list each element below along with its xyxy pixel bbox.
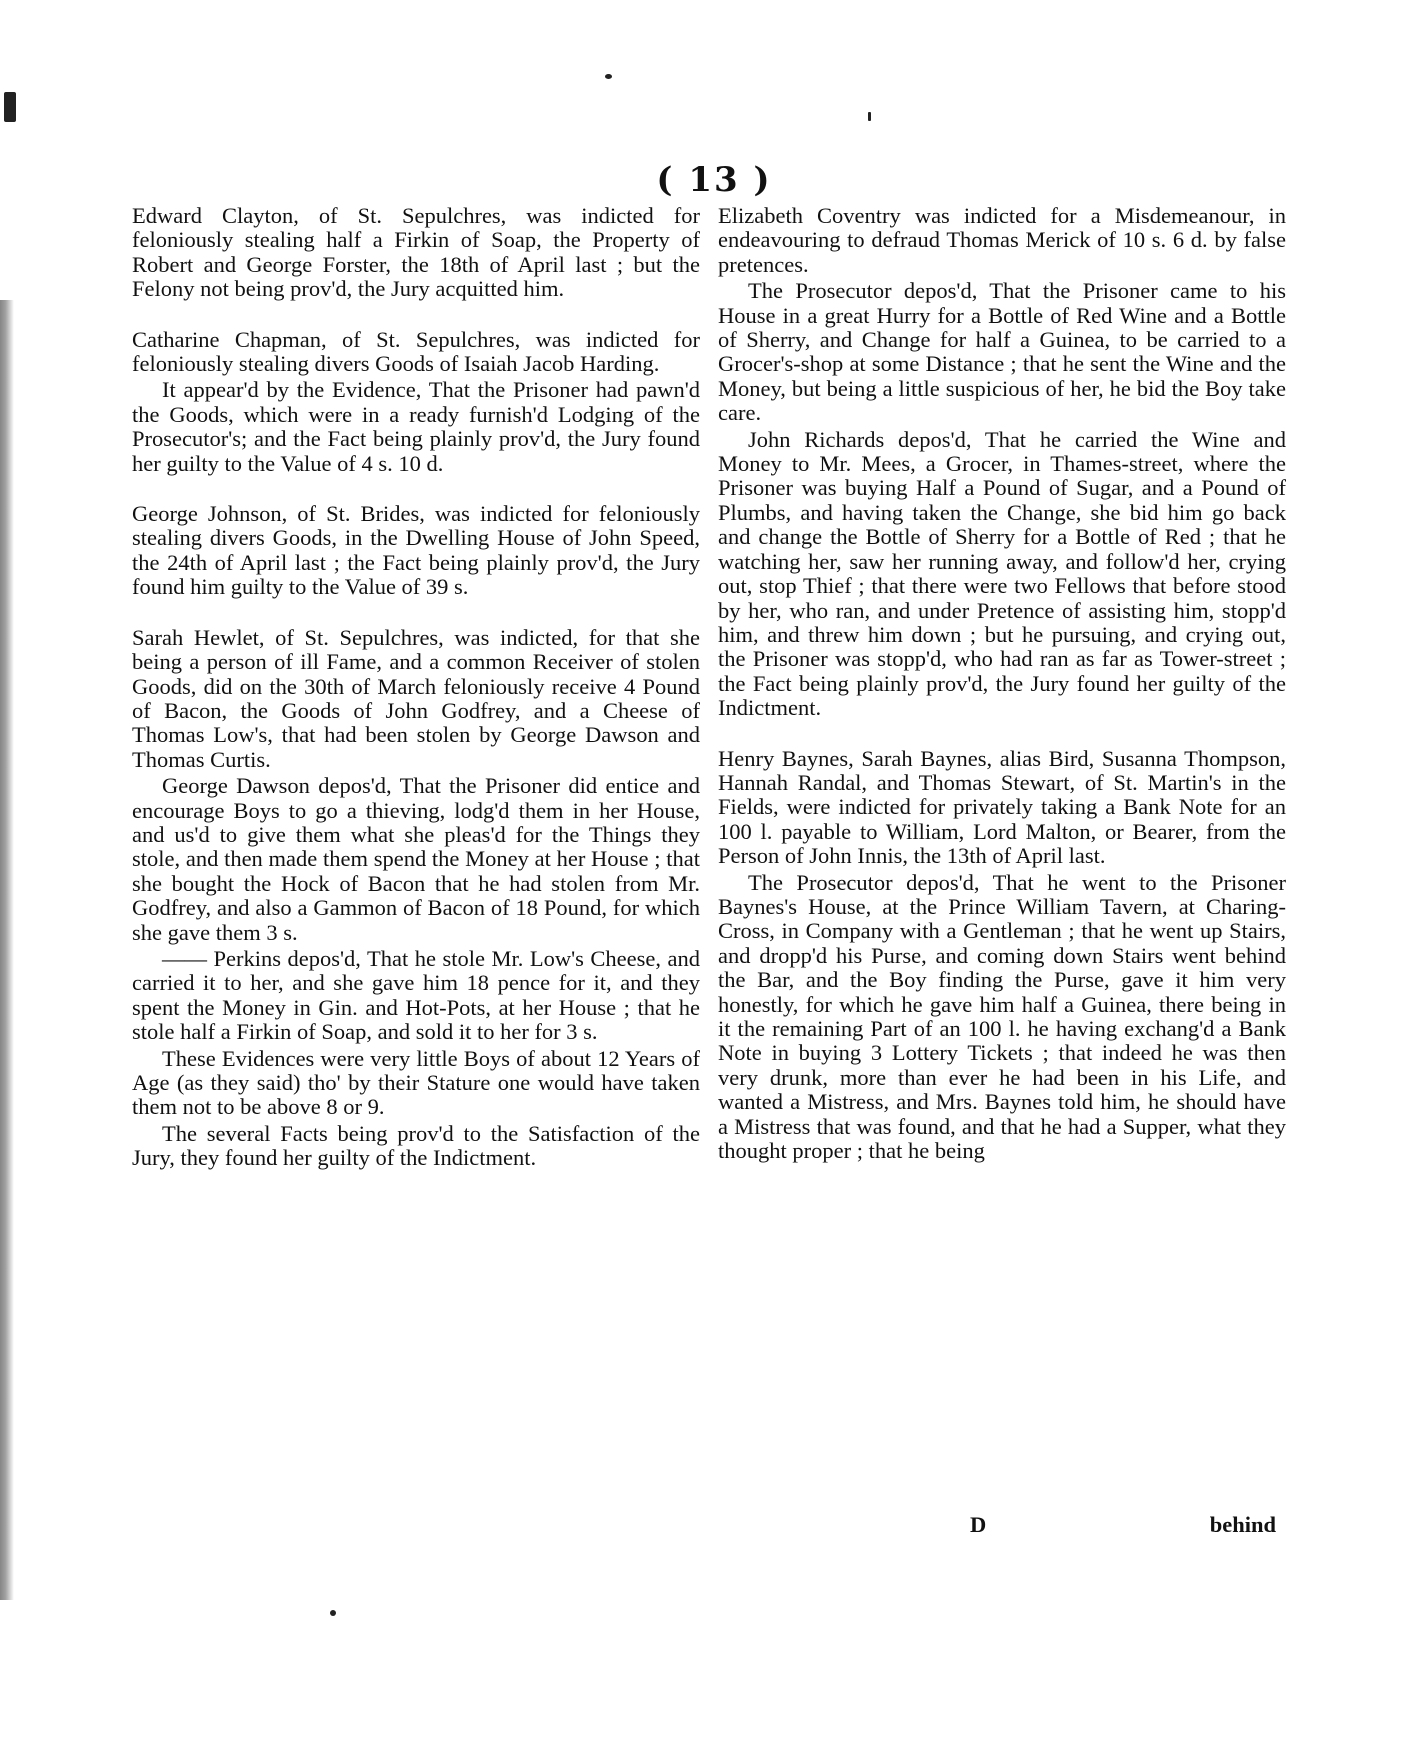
case-paragraph: It appear'd by the Evidence, That the Prisoner had pawn'd the Goods, which were in a ready furnish'd Lodging of the Prosecutor's; and the Fact being plainly prov'd, the Jury found her guilty to the Value of 4 s. 10 d.	[132, 377, 700, 476]
case-entry	[718, 747, 1286, 1164]
case-entry	[132, 328, 700, 476]
case-paragraph: John Richards depos'd, That he carried the Wine and Money to Mr. Mees, a Grocer, in Thames-street, where the Prisoner was buying Half a Pound of Sugar, and a Pound of Plumbs, and having taken the Change, she bid him go back and change the Bottle of Sherry for a Bottle of Red ; that he watching her, saw her running away, and follow'd her, crying out, stop Thief ; that there were two Fellows that before stood by her, who ran, and under Pretence of assisting him, stopp'd him, and threw him down ; but he pursuing, and crying out, the Prisoner was stopp'd, who had ran as far as Tower-street ; the Fact being plainly prov'd, the Jury found her guilty of the Indictment.	[718, 426, 1286, 721]
right-column	[718, 204, 1286, 1189]
case-paragraph: —— Perkins depos'd, That he stole Mr. Low's Cheese, and carried it to her, and she gave him 18 pence for it, and they spent the Money in Gin. and Hot-Pots, at her House ; that he stole half a Firkin of Soap, and sold it to her for 3 s.	[132, 945, 700, 1045]
scan-speck	[4, 92, 16, 122]
case-entry	[718, 204, 1286, 721]
case-paragraph: Catharine Chapman, of St. Sepulchres, was indicted for feloniously stealing divers Goods of Isaiah Jacob Harding.	[132, 326, 700, 377]
case-paragraph: George Dawson depos'd, That the Prisoner did entice and encourage Boys to go a thieving, lodg'd them in her House, and us'd to give them what she pleas'd for the Things they stole, and then made them spend the Money at her House ; that she bought the Hock of Bacon that he had stolen from Mr. Godfrey, and also a Gammon of Bacon of 18 Pound, for which she gave them 3 s.	[132, 773, 700, 945]
left-column	[132, 204, 700, 1197]
case-paragraph: The Prosecutor depos'd, That he went to the Prisoner Baynes's House, at the Prince William Tavern, at Charing-Cross, in Company with a Gentleman ; that he went up Stairs, and dropp'd his Purse, and coming down Stairs went behind the Bar, and the Boy finding the Purse, gave it him very honestly, for which he gave him half a Guinea, there being in it the remaining Part of an 100 l. he having exchang'd a Bank Note in buying 3 Lottery Tickets ; that indeed he was then very drunk, more than ever he had been in his Life, and wanted a Mistress, and Mrs. Baynes told him, he should have a Mistress that was found, and that he had a Supper, what they thought proper ; that he being	[718, 869, 1286, 1164]
case-entry	[132, 502, 700, 600]
case-paragraph: Elizabeth Coventry was indicted for a Misdemeanour, in endeavouring to defraud Thomas Merick of 10 s. 6 d. by false pretences.	[718, 203, 1286, 277]
scan-speck	[330, 1610, 336, 1616]
page-number: ( 13 )	[656, 160, 772, 200]
scan-speck	[868, 112, 871, 121]
case-entry	[132, 626, 700, 1171]
case-paragraph: Sarah Hewlet, of St. Sepulchres, was indicted, for that she being a person of ill Fame, and a common Receiver of stolen Goods, did on the 30th of March feloniously receive 4 Pound of Bacon, the Goods of John Godfrey, and a Cheese of Thomas Low's, that had been stolen by George Dawson and Thomas Curtis.	[132, 624, 700, 772]
case-paragraph: Edward Clayton, of St. Sepulchres, was indicted for feloniously stealing half a Firkin of Soap, the Property of Robert and George Forster, the 18th of April last ; but the Felony not being prov'd, the Jury acquitted him.	[132, 203, 700, 302]
case-paragraph: Henry Baynes, Sarah Baynes, alias Bird, Susanna Thompson, Hannah Randal, and Thomas Stewart, of St. Martin's in the Fields, were indicted for privately taking a Bank Note for an 100 l. payable to William, Lord Malton, or Bearer, from the Person of John Innis, the 13th of April last.	[718, 745, 1286, 869]
signature-mark: D	[970, 1512, 987, 1537]
case-paragraph: The Prosecutor depos'd, That the Prisoner came to his House in a great Hurry for a Bottle of Red Wine and a Bottle of Sherry, and Change for half a Guinea, to be carried to a Grocer's-shop at some Distance ; that he sent the Wine and the Money, but being a little suspicious of her, he bid the Boy take care.	[718, 278, 1286, 426]
scan-speck	[605, 74, 612, 79]
page-footer	[718, 1512, 1286, 1540]
case-entry	[132, 204, 700, 302]
case-paragraph: These Evidences were very little Boys of about 12 Years of Age (as they said) tho' by their Stature one would have taken them not to be above 8 or 9.	[132, 1045, 700, 1120]
case-paragraph: The several Facts being prov'd to the Satisfaction of the Jury, they found her guilty of the Indictment.	[132, 1120, 700, 1171]
case-paragraph: George Johnson, of St. Brides, was indicted for feloniously stealing divers Goods, in the Dwelling House of John Speed, the 24th of April last ; the Fact being plainly prov'd, the Jury found him guilty to the Value of 39 s.	[132, 501, 700, 600]
scan-edge-shadow	[0, 300, 14, 1600]
catchword: behind	[1209, 1512, 1276, 1537]
